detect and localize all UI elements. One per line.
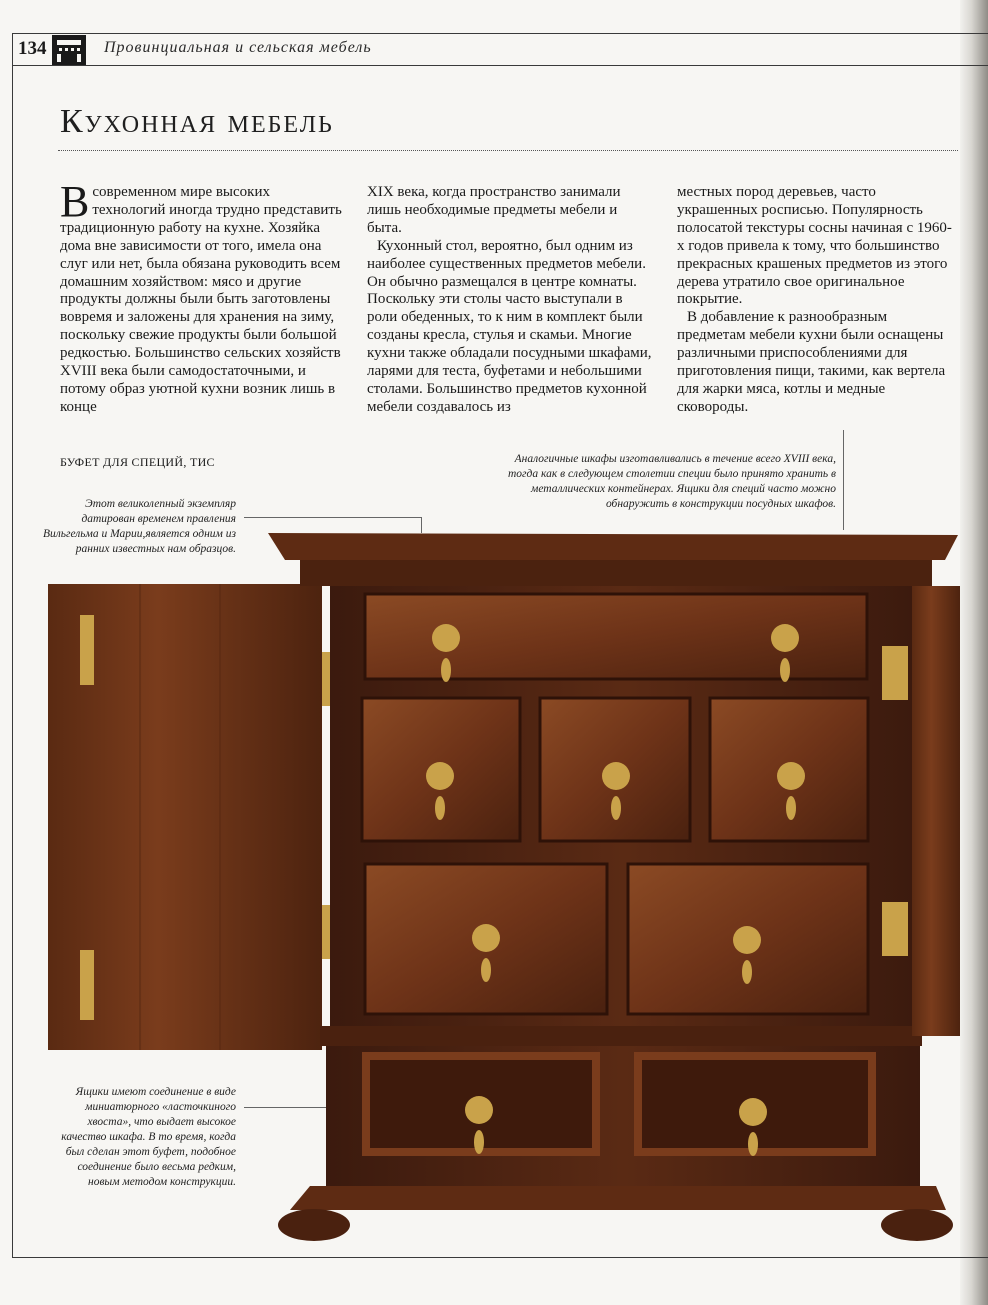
page-number: 134 xyxy=(18,38,47,59)
paragraph: В добавление к разнообразным предметам мебели кухни были оснащены различными приспособлениями для приготовления пищи, такими, как вертела для жарки мяса, котлы и медные сковороды. xyxy=(677,309,946,415)
furniture-section-icon xyxy=(52,35,86,65)
figure-label: БУФЕТ ДЛЯ СПЕЦИЙ, ТИС xyxy=(60,455,215,469)
paragraph: местных пород деревьев, часто украшенных росписью. Популярность полосатой текстуры сосны начиная с 1960-х годов привела к тому, что большинство прекрасных крашеных предметов из этого дерева утратило свое оригинальное покрытие. xyxy=(677,184,952,308)
frame-line-left xyxy=(12,33,13,1258)
text-column-3 xyxy=(677,184,959,417)
leader-line-left xyxy=(244,517,422,518)
left-door xyxy=(48,584,322,1050)
paragraph: XIX века, когда пространство занимали лишь необходимые предметы мебели и быта. xyxy=(367,184,621,236)
frame-line-header-bottom xyxy=(12,65,988,66)
caption-bottom: Ящики имеют соединение в виде миниатюрного «ласточкиного хвоста», что выдает высокое качество шкафа. В то время, когда был сделан этот буфет, подобное соединение было весьма редким, новым методом конструкции. xyxy=(61,1086,236,1188)
frame-line-top xyxy=(12,33,988,34)
text-column-1 xyxy=(60,177,342,417)
leader-line-right xyxy=(843,430,844,530)
drop-cap: В xyxy=(60,177,90,226)
page-title: Кухонная мебель xyxy=(60,103,334,140)
paragraph: современном мире высоких технологий иногда трудно представить традиционную работу на кухне. Хозяйка дома вне зависимости от того, имела она слуг или нет, была обязана руководить всем домашним хозяйством: мясо и другие продукты должны были быть заготовлены вовремя и заложены для хранения на зиму, поскольку свежие продукты были большой редкостью. Большинство сельских хозяйств XVIII века были самодостаточными, и потому образ уютной кухни возник лишь в конце xyxy=(60,184,342,415)
running-head: Провинциальная и сельская мебель xyxy=(104,39,372,56)
caption-right: Аналогичные шкафы изготавливались в течение всего XVIII века, тогда как в следующем столетии специи было принято хранить в металлических контейнерах. Ящики для специй часто можно обнаружить в конструкции посудных шкафов. xyxy=(508,453,836,510)
title-rule xyxy=(58,150,958,151)
page-gutter-edge xyxy=(960,0,988,1305)
spice-cabinet-photo xyxy=(40,520,960,1260)
paragraph: Кухонный стол, вероятно, был одним из наиболее существенных предметов мебели. Он обычно размещался в центре комнаты. Поскольку эти столы часто выступали в роли обеденных, то к ним в комплект были созданы кресла, стулья и скамьи. Многие кухни также обладали посудными шкафами, ларями для теста, буфетами и небольшими столами. Большинство предметов кухонной мебели создавалось из xyxy=(367,237,652,415)
caption-left: Этот великолепный экземпляр датирован временем правления Вильгельма и Марии,является одним из ранних известных нам образцов. xyxy=(42,498,236,555)
text-column-2 xyxy=(367,184,653,417)
